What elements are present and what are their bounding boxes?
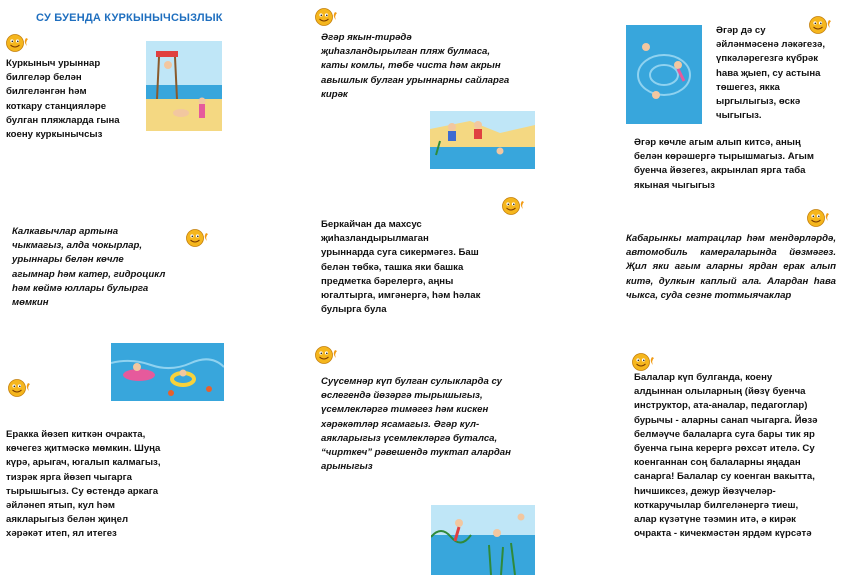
paragraph-buoys-warning: Калкавычлар артына чыкмагыз, алда чокырлар, урыннары белән көчле агымнар һәм катер, гидроцикл һәм көймә юллары булырга мөмкин (12, 226, 166, 309)
inflatable-float-illustration (111, 343, 224, 401)
paragraph-whirlpool: Әгәр дә су әйләнмәсенә ләкәгезә, үпкәләрегезгә күбрәк һава җыеп, су астына төшегез, якка ыргылыгыз, өскә чыгыгыз. (716, 25, 826, 122)
smile-emoji-icon (806, 207, 832, 229)
paragraph-no-beach: Әгәр якын-тирәдә җиһазландырылган пляж булмаса, каты комлы, төбе чиста һәм акрын авышлык булган урыннарны сайларга кирәк (321, 32, 510, 100)
paragraph-inflatables: Кабарынкы матрацлар һәм мендәрләрдә, автомобиль камераларында йөзмәгез. Җил яки агым аларны ярдан ерак алып китә, дулкын каплый ала. Алардан һава чыкса, суда сезне тотмыячаклар (626, 233, 836, 301)
smile-emoji-icon (7, 377, 33, 399)
paragraph-children-count: Балалар күп булганда, коену алдыннан олыларның (йөзү буенча инструктор, ата-аналар, педагоглар) бурычы - аларны санап чыгарга. Йөзә белмәүче балаларга суга бары тик яр буенча гына керергә рөхсәт ителә. Су коенганнан соң балаларны яңадан санарга! Балалар су коенган вакытта, һичшиксез, дежур йөзүчеләр- коткаручылар билгеләнергә тиеш, алар күзәтүне тәэмин итә, ә кирәк очракта - кичекмәстән ярдәм күрсәтә (634, 372, 818, 540)
paragraph-no-diving: Беркайчан да махсус җиһазландырылмаган урыннарда суга сикермәгез. Баш белән төбкә, ташка яки башка предметка бәрелергә, аңны югалтырга, имгәнергә, һәм һәлак булырга була (321, 219, 481, 316)
smile-emoji-icon (314, 344, 340, 366)
beach-lifeguard-illustration (146, 41, 222, 131)
smile-emoji-icon (185, 227, 211, 249)
children-jumping-illustration (430, 111, 535, 169)
paragraph-water-plants: Суүсемнәр күп булган сулыкларда су өслегендә йөзәргә тырышыгыз, үсемлекләргә тимәгез һәм кискен хәрәкәтләр ясамагыз. Әгәр кул- аякларыгыз үсемлекләргә буталса, “чирткеч” рәвешендә туктап алардан арыныгыз (321, 376, 511, 473)
swimmers-in-plants-illustration (431, 505, 535, 575)
paragraph-safe-beaches: Куркыныч урыннар билгеләр белән билгеләнгән һәм коткару станцияләре булган пляжларда гына коену куркынычсыз (6, 58, 120, 141)
paragraph-swim-far: Еракка йөзеп киткән очракта, көчегез җитмәскә мөмкин. Шуңа күрә, арыгач, югалып калмагыз, тизрәк ярга йөзеп чыгарга тырышыгыз. Су өстендә аркага әйләнеп ятып, кул һәм аякларыгыз белән җиңел хәрәкәт итеп, ял итегез (6, 429, 161, 540)
smile-emoji-icon (5, 32, 31, 54)
smile-emoji-icon (631, 351, 657, 373)
page-title: СУ БУЕНДА КУРКЫНЫЧСЫЗЛЫК (36, 12, 223, 24)
smile-emoji-icon (501, 195, 527, 217)
smile-emoji-icon (314, 6, 340, 28)
whirlpool-swimmers-illustration (626, 25, 702, 124)
paragraph-strong-current: Әгәр көчле агым алып китсә, аның белән көрәшергә тырышмагыз. Агым буенча йөзегез, акрынлап ярга таба якыная чыгыгыз (634, 137, 814, 191)
